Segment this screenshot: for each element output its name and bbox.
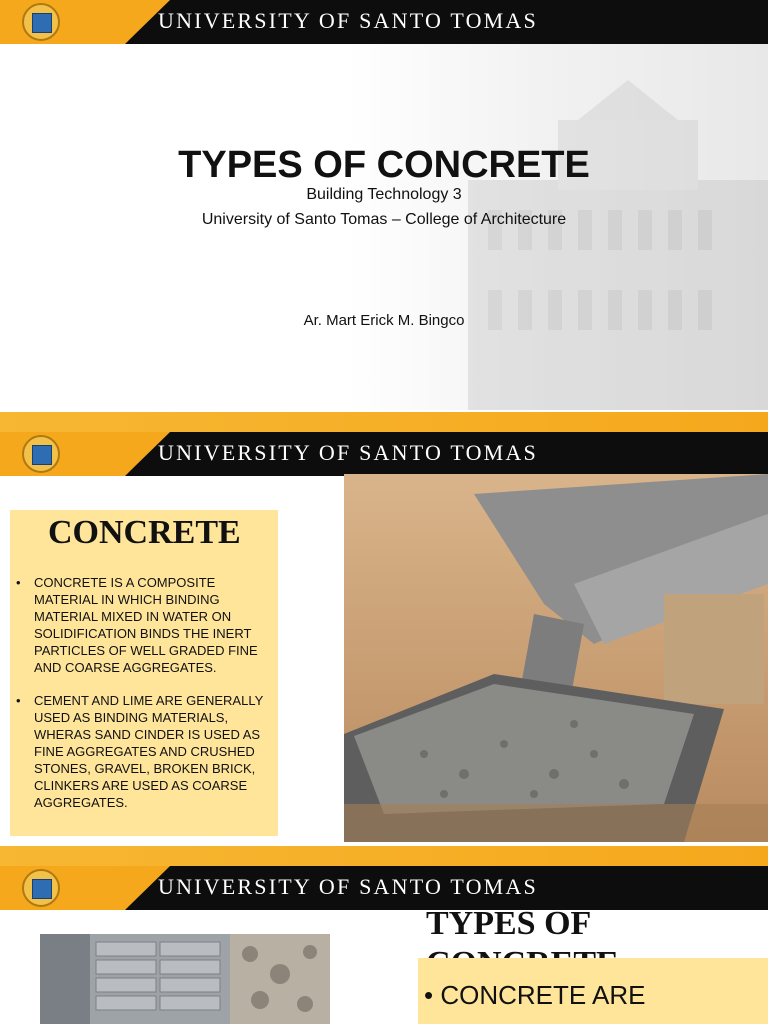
course-subtitle: Building Technology 3	[306, 186, 462, 203]
header-band	[0, 432, 768, 476]
bullet-text: CONCRETE IS A COMPOSITE MATERIAL IN WHICH BINDING MATERIAL MIXED IN WATER ON SOLIDIFICATION BINDS THE INERT PARTICLES OF WELL GRADED FINE AND COARSE AGGREGATES.	[34, 575, 258, 675]
concrete-heading: CONCRETE	[48, 514, 241, 551]
building-background-image	[408, 60, 768, 410]
university-seal-icon	[22, 435, 60, 473]
header-band	[0, 866, 768, 910]
university-name: UNIVERSITY OF SANTO TOMAS	[158, 440, 538, 465]
types-bullet-text: • CONCRETE ARE	[424, 980, 646, 1010]
slide-title	[0, 0, 768, 410]
header-band	[0, 0, 768, 44]
author-name: Ar. Mart Erick M. Bingco	[303, 312, 465, 329]
slide-title-text: TYPES OF CONCRETE	[178, 144, 590, 186]
types-text-box	[418, 958, 768, 1024]
university-seal-icon	[22, 869, 60, 907]
slide-types-of-concrete	[0, 846, 768, 1024]
university-name: UNIVERSITY OF SANTO TOMAS	[158, 874, 538, 899]
concrete-pour-photo	[344, 474, 768, 842]
bullet-item: • CEMENT AND LIME ARE GENERALLY USED AS BINDING MATERIALS, WHERAS SAND CINDER IS USED AS FINE AGGREGATES AND CRUSHED STONES, GRAVEL, BROKEN BRICK, CLINKERS ARE USED AS COARSE AGGREGATES.	[16, 692, 266, 830]
concrete-types-photos	[40, 934, 330, 1024]
types-heading-line1: TYPES OF	[426, 905, 592, 942]
slide-gold-top-bar	[0, 412, 768, 432]
slide-concrete	[0, 412, 768, 842]
university-seal-icon	[22, 3, 60, 41]
slide-gold-top-bar	[0, 846, 768, 866]
bullet-item: • CONCRETE IS A COMPOSITE MATERIAL IN WHICH BINDING MATERIAL MIXED IN WATER ON SOLIDIFICATION BINDS THE INERT PARTICLES OF WELL GRADED FINE AND COARSE AGGREGATES.	[16, 574, 266, 678]
concrete-text-box	[10, 510, 278, 836]
institution-line: University of Santo Tomas – College of Architecture	[201, 211, 567, 228]
bullet-text: CEMENT AND LIME ARE GENERALLY USED AS BINDING MATERIALS, WHERAS SAND CINDER IS USED AS FINE AGGREGATES AND CRUSHED STONES, GRAVEL, BROKEN BRICK, CLINKERS ARE USED AS COARSE AGGREGATES.	[34, 693, 264, 810]
university-name: UNIVERSITY OF SANTO TOMAS	[158, 8, 538, 33]
